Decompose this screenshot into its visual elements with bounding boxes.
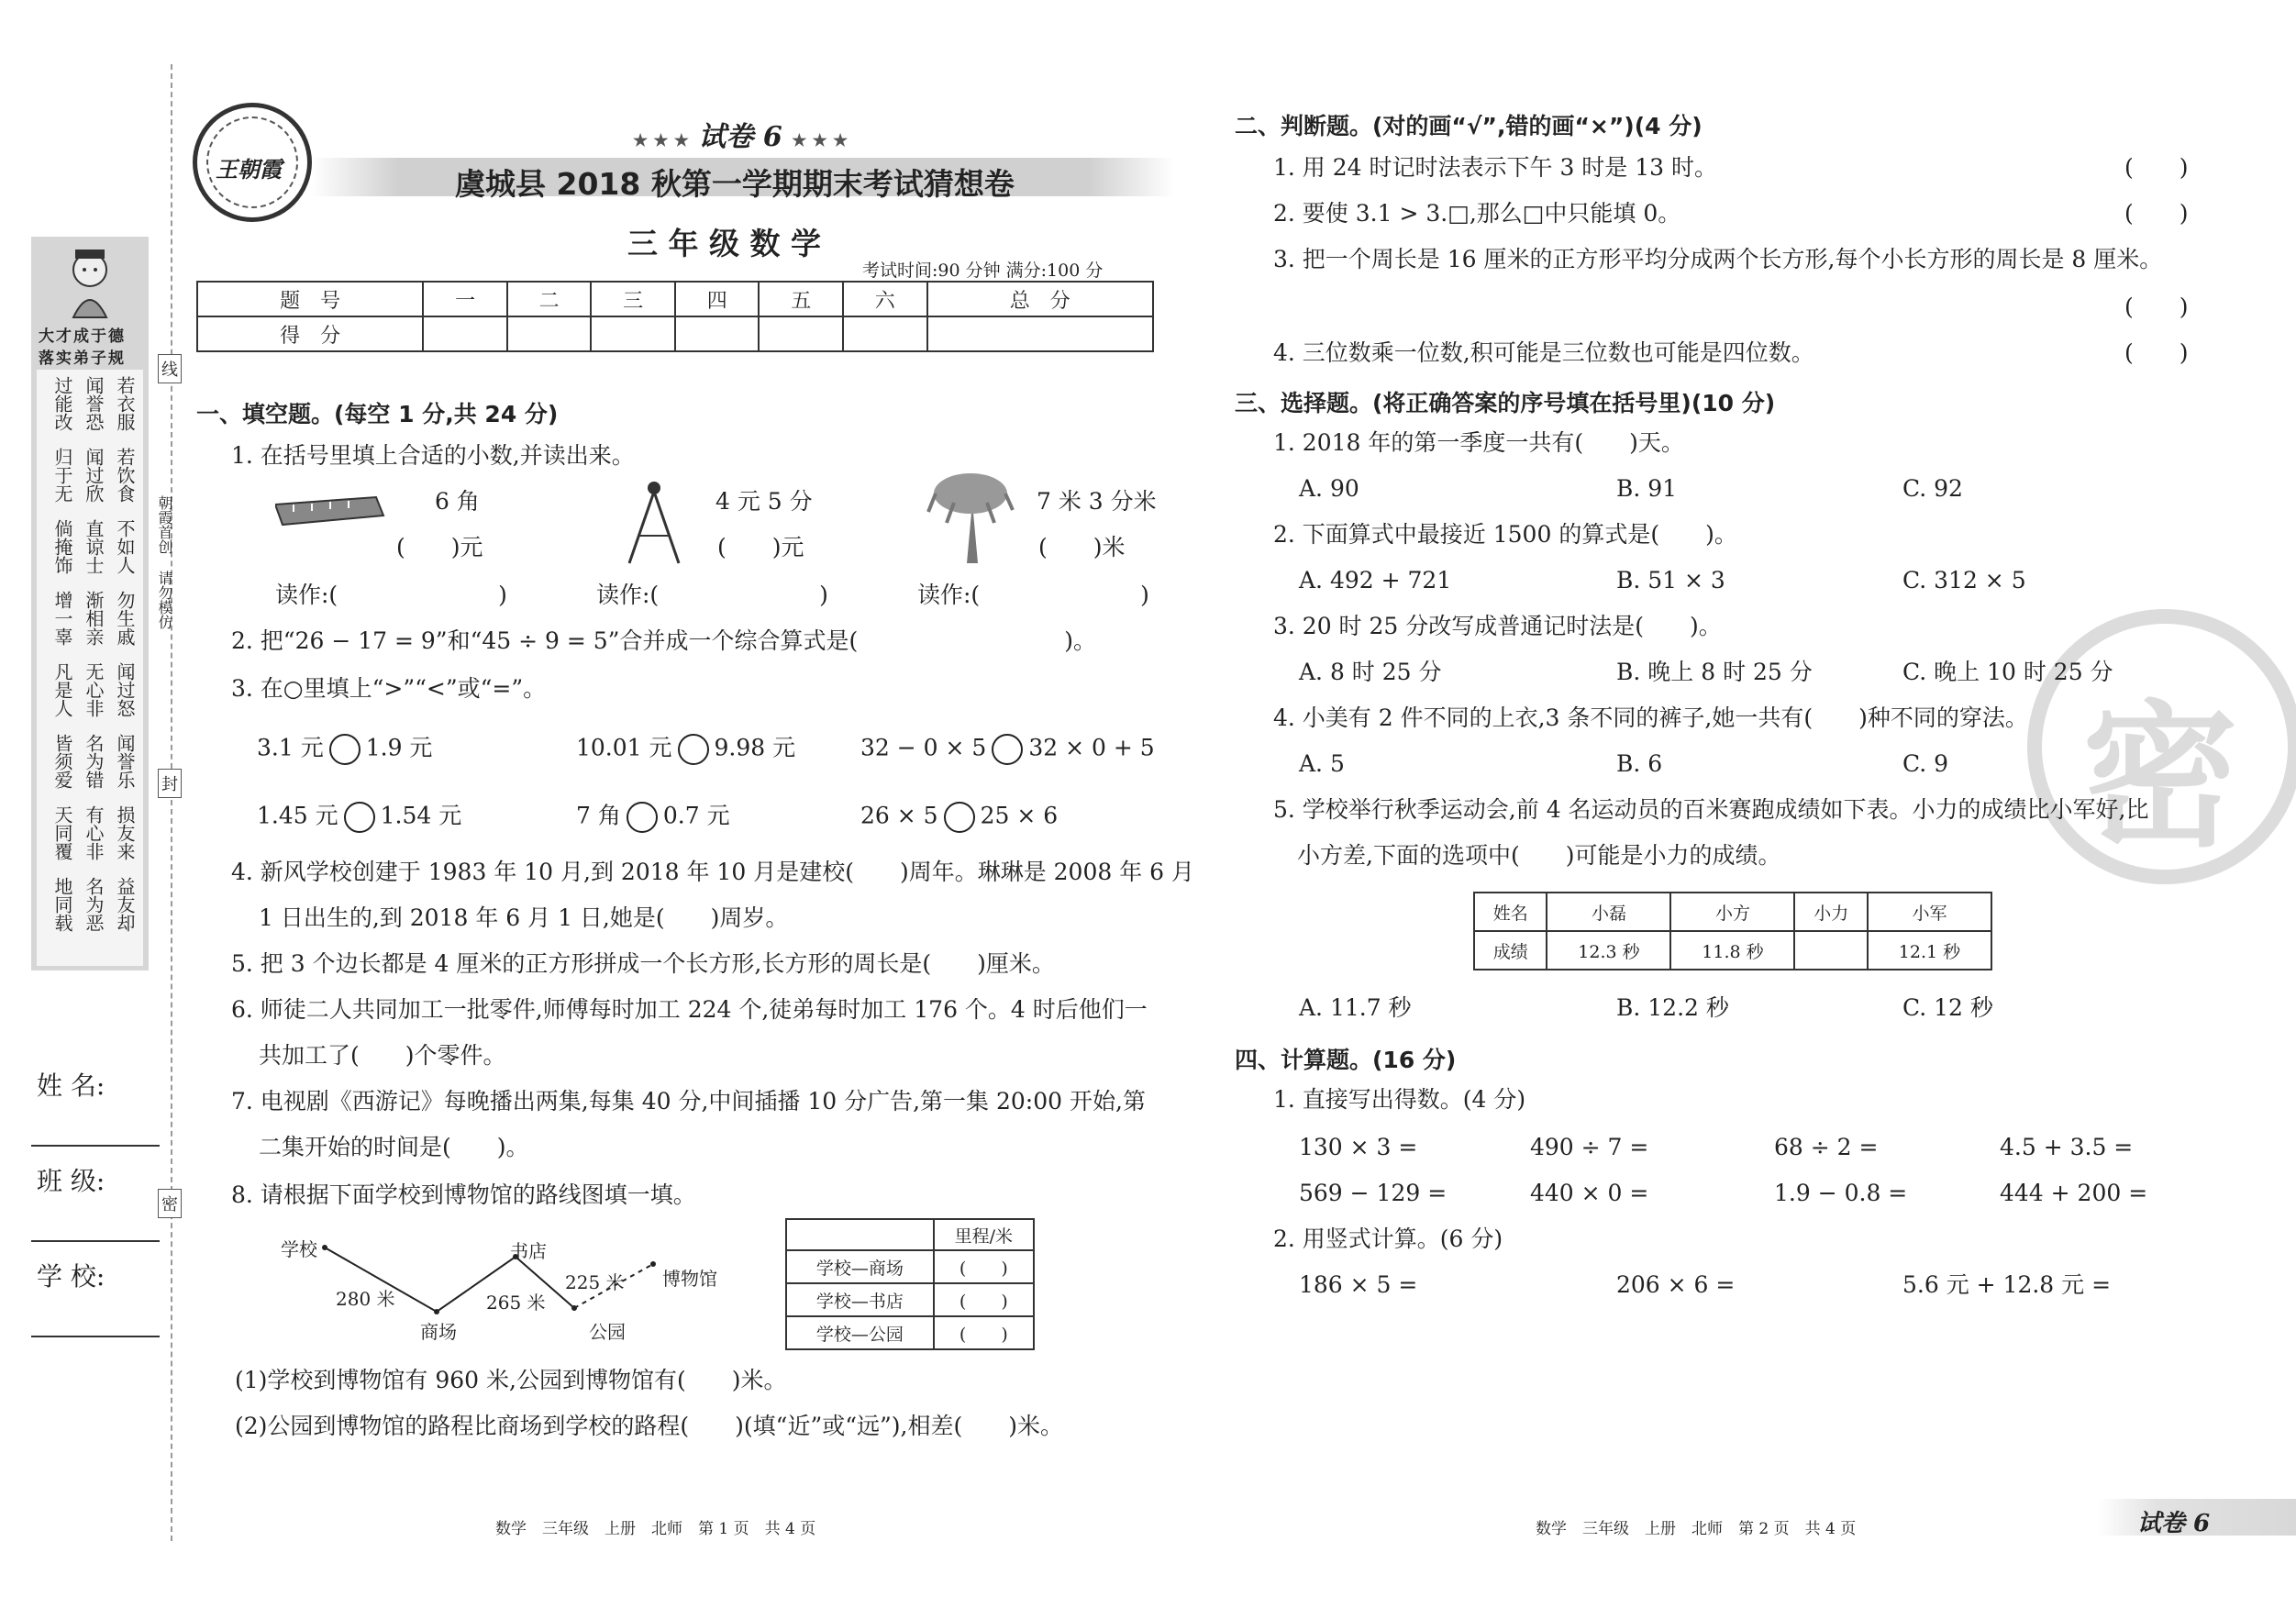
publisher-logo (193, 103, 312, 222)
q8-text: 8. 请根据下面学校到博物馆的路线图填一填。 (231, 1181, 696, 1208)
choice-q3-opt-b[interactable]: B. 晚上 8 时 25 分 (1616, 659, 1813, 685)
q8-sub-2: (2)公园到博物馆的路程比商场到学校的路程( )(填“近”或“远”),相差( )米。 (235, 1413, 1064, 1439)
q3-text: 3. 在○里填上“>”“<”或“=”。 (231, 675, 547, 702)
mall-dot (434, 1309, 439, 1314)
q3-compare-2: 10.01 元 9.98 元 (576, 734, 795, 765)
score-head-7: 总 分 (927, 282, 1153, 316)
race-cell: 11.8 秒 (1670, 931, 1794, 970)
ruler-image (275, 494, 385, 530)
score-row-label: 得 分 (197, 316, 423, 351)
sidebar-verse: 益友却 (114, 877, 136, 932)
q1-blank-1[interactable]: ( )元 (396, 534, 483, 560)
calc-item[interactable]: 4.5 + 3.5 = (2000, 1134, 2134, 1160)
compare-circle[interactable] (344, 802, 375, 833)
choice-q1-opt-b[interactable]: B. 91 (1616, 475, 1678, 502)
choice-q4-opt-b[interactable]: B. 6 (1616, 750, 1663, 777)
q2-text: 2. 把“26 − 17 = 9”和“45 ÷ 9 = 5”合并成一个综合算式是( )。 (231, 627, 1096, 654)
map-distance-1: 280 米 (336, 1288, 395, 1310)
choice-q5-opt-a[interactable]: A. 11.7 秒 (1299, 994, 1412, 1021)
compare-circle[interactable] (992, 734, 1023, 765)
race-cell: 成绩 (1474, 931, 1547, 970)
sidebar-verse: 有心非 (83, 805, 105, 860)
footer-tag: 试卷 6 (2137, 1510, 2211, 1537)
judge-item-4: 4. 三位数乘一位数,积可能是三位数也可能是四位数。 (1273, 339, 1814, 366)
exam-info: 考试时间:90 分钟 满分:100 分 (862, 261, 1104, 281)
sidebar-verse: 名为恶 (83, 877, 105, 932)
q1-amount-2: 4 元 5 分 (715, 488, 813, 515)
footer-right: 数学 三年级 上册 北师 第 2 页 共 4 页 (1536, 1520, 1857, 1538)
seal-char-2: 封 (158, 769, 182, 798)
race-head: 姓名 (1474, 893, 1547, 931)
route-row-blank[interactable]: ( ) (934, 1283, 1034, 1316)
map-museum: 博物馆 (662, 1268, 717, 1290)
binding-dashed-line (171, 64, 172, 1541)
q3-compare-4: 1.45 元 1.54 元 (257, 802, 461, 833)
name-label: 姓 名: (37, 1070, 105, 1101)
q3-compare-1: 3.1 元 1.9 元 (257, 734, 432, 765)
race-cell: 12.1 秒 (1868, 931, 1991, 970)
sidebar-verse: 直谅士 (83, 519, 105, 574)
q3-compare-5: 7 角 0.7 元 (576, 802, 730, 833)
section4-title: 四、计算题。(16 分) (1235, 1047, 1457, 1073)
series-label: ★ ★ ★ 试卷 6 ★ ★ ★ (633, 121, 849, 153)
q6-text-a: 6. 师徒二人共同加工一批零件,师傅每时加工 224 个,徒弟每时加工 176 个。4 时后他们一 (231, 996, 1148, 1023)
race-head: 小磊 (1547, 893, 1670, 931)
school-field[interactable] (31, 1334, 160, 1337)
q8-sub-1: (1)学校到博物馆有 960 米,公园到博物馆有( )米。 (235, 1367, 787, 1393)
choice-q2: 2. 下面算式中最接近 1500 的算式是( )。 (1273, 521, 1737, 548)
side-note-2: 请勿模仿 (156, 571, 173, 629)
sidebar-verse: 渐相亲 (83, 591, 105, 646)
choice-q1-opt-a[interactable]: A. 90 (1299, 475, 1359, 502)
q4-text-b: 1 日出生的,到 2018 年 6 月 1 日,她是( )周岁。 (259, 904, 789, 931)
map-distance-2: 265 米 (486, 1292, 546, 1314)
sidebar-verse: 归于无 (51, 448, 73, 503)
score-cell[interactable] (927, 316, 1153, 351)
route-row-blank[interactable]: ( ) (934, 1250, 1034, 1283)
q7-text-a: 7. 电视剧《西游记》每晚播出两集,每集 40 分,中间插播 10 分广告,第一集 20:00 开始,第 (231, 1088, 1146, 1115)
calc-item[interactable]: 490 ÷ 7 = (1530, 1134, 1649, 1160)
section2-title: 二、判断题。(对的画“√”,错的画“×”)(4 分) (1235, 113, 1703, 139)
race-table (1473, 892, 1992, 970)
section3-title: 三、选择题。(将正确答案的序号填在括号里)(10 分) (1235, 390, 1776, 416)
watermark-char: 密 (2082, 687, 2239, 869)
route-row-label: 学校—商场 (786, 1250, 934, 1283)
route-row-blank[interactable]: ( ) (934, 1316, 1034, 1349)
q1-read-2[interactable]: 读作:( ) (596, 582, 828, 608)
class-field[interactable] (31, 1238, 160, 1242)
compare-circle[interactable] (627, 802, 658, 833)
q3-compare-3: 32 − 0 × 5 32 × 0 + 5 (860, 734, 1155, 765)
route-table-header: 里程/米 (934, 1219, 1034, 1250)
choice-q2-opt-c[interactable]: C. 312 × 5 (1902, 567, 2026, 593)
footer-tag-box (2097, 1499, 2296, 1536)
judge-item-1: 1. 用 24 时记时法表示下午 3 时是 13 时。 (1273, 154, 1718, 181)
score-head-3: 三 (591, 282, 675, 316)
series-text: 试卷 6 (698, 121, 782, 153)
q6-text-b: 共加工了( )个零件。 (259, 1042, 506, 1069)
choice-q1-opt-c[interactable]: C. 92 (1902, 475, 1963, 502)
compare-circle[interactable] (944, 802, 975, 833)
choice-q3-opt-a[interactable]: A. 8 时 25 分 (1299, 659, 1442, 685)
class-label: 班 级: (37, 1166, 105, 1196)
sidebar-verse: 凡是人 (51, 662, 73, 717)
score-cell[interactable] (507, 316, 592, 351)
sidebar-verse: 无心非 (83, 662, 105, 717)
sidebar-verse: 闻过欣 (83, 448, 105, 503)
sidebar-verse: 闻誉恐 (83, 376, 105, 431)
q1-read-1[interactable]: 读作:( ) (275, 582, 507, 608)
q1-blank-3[interactable]: ( )米 (1038, 534, 1126, 560)
choice-q2-opt-b[interactable]: B. 51 × 3 (1616, 567, 1725, 593)
motto-line-1: 大才成于德 (39, 327, 126, 346)
choice-q3-opt-c[interactable]: C. 晚上 10 时 25 分 (1902, 659, 2113, 685)
sidebar-verse: 皆须爱 (51, 734, 73, 789)
score-head-0: 题 号 (197, 282, 423, 316)
exam-subtitle: 三 年 级 数 学 (627, 226, 821, 261)
sidebar-verse: 增一辜 (51, 591, 73, 646)
q1-text: 1. 在括号里填上合适的小数,并读出来。 (231, 442, 635, 469)
sidebar-verse: 损友来 (114, 805, 136, 860)
choice-q4-opt-a[interactable]: A. 5 (1299, 750, 1345, 777)
watermark-seal (2027, 609, 2296, 884)
race-head: 小力 (1794, 893, 1867, 931)
sidebar-verse: 闻过怒 (114, 662, 136, 717)
sidebar-verse: 闻誉乐 (114, 734, 136, 789)
choice-q4-opt-c[interactable]: C. 9 (1902, 750, 1949, 777)
score-head-1: 一 (423, 282, 507, 316)
exam-title: 虞城县 2018 秋第一学期期末考试猜想卷 (455, 166, 1015, 202)
map-distance-3: 225 米 (565, 1271, 625, 1293)
calc-item[interactable]: 444 + 200 = (2000, 1180, 2148, 1206)
sidebar-verse: 若衣服 (114, 376, 136, 431)
judge-paren-2[interactable]: ( ) (2124, 200, 2189, 227)
calc-item[interactable]: 1.9 − 0.8 = (1774, 1180, 1908, 1206)
judge-paren-1[interactable]: ( ) (2124, 154, 2189, 181)
compare-circle[interactable] (329, 734, 360, 765)
sidebar-verse: 若饮食 (114, 448, 136, 503)
choice-q5-a: 5. 学校举行秋季运动会,前 4 名运动员的百米赛跑成绩如下表。小力的成绩比小军好,比 (1273, 796, 2149, 823)
calc-part2-title: 2. 用竖式计算。(6 分) (1273, 1225, 1503, 1252)
calc-item[interactable]: 440 × 0 = (1530, 1180, 1649, 1206)
score-table (196, 281, 1154, 352)
choice-q1: 1. 2018 年的第一季度一共有( )天。 (1273, 429, 1684, 456)
score-head-6: 六 (843, 282, 927, 316)
race-cell (1794, 931, 1867, 970)
race-cell: 12.3 秒 (1547, 931, 1670, 970)
name-field[interactable] (31, 1143, 160, 1147)
vertical-calc-item[interactable]: 186 × 5 = (1299, 1271, 1418, 1298)
side-note-1: 朝霞首创 (156, 495, 173, 554)
choice-q5-opt-c[interactable]: C. 12 秒 (1902, 994, 1993, 1021)
calc-part1-title: 1. 直接写出得数。(4 分) (1273, 1086, 1526, 1113)
sidebar-verse: 倘掩饰 (51, 519, 73, 574)
vertical-calc-item[interactable]: 206 × 6 = (1616, 1271, 1736, 1298)
map-park: 公园 (589, 1321, 626, 1343)
compass-image (622, 479, 686, 567)
section1-title: 一、填空题。(每空 1 分,共 24 分) (196, 401, 559, 427)
choice-q5-b: 小方差,下面的选项中( )可能是小力的成绩。 (1297, 842, 1781, 869)
judge-paren-3[interactable]: ( ) (2124, 294, 2189, 320)
sidebar-verse: 地同载 (51, 877, 73, 932)
choice-q2-opt-a[interactable]: A. 492 + 721 (1299, 567, 1452, 593)
route-row-label: 学校—书店 (786, 1283, 934, 1316)
race-head: 小军 (1868, 893, 1991, 931)
choice-q3: 3. 20 时 25 分改写成普通记时法是( )。 (1273, 613, 1722, 639)
q7-text-b: 二集开始的时间是( )。 (259, 1134, 529, 1160)
school-label: 学 校: (37, 1261, 105, 1292)
seal-char-1: 线 (158, 354, 182, 383)
school-dot (322, 1245, 327, 1250)
map-mall: 商场 (420, 1321, 457, 1343)
map-school: 学校 (281, 1238, 317, 1260)
seal-char-3: 密 (158, 1189, 182, 1218)
calc-item[interactable]: 68 ÷ 2 = (1774, 1134, 1879, 1160)
q1-amount-3: 7 米 3 分米 (1037, 488, 1157, 515)
sidebar-verse: 不如人 (114, 519, 136, 574)
judge-item-2: 2. 要使 3.1 > 3.□,那么□中只能填 0。 (1273, 200, 1681, 227)
q1-read-3[interactable]: 读作:( ) (917, 582, 1149, 608)
score-cell[interactable] (675, 316, 760, 351)
museum-dot (650, 1261, 656, 1267)
motto-line-2: 落实弟子规 (39, 349, 126, 368)
logo-text: 王朝霞 (216, 156, 282, 183)
choice-q4: 4. 小美有 2 件不同的上衣,3 条不同的裤子,她一共有( )种不同的穿法。 (1273, 704, 2028, 731)
race-head: 小方 (1670, 893, 1794, 931)
choice-q5-opt-b[interactable]: B. 12.2 秒 (1616, 994, 1729, 1021)
score-head-4: 四 (675, 282, 760, 316)
sidebar-verse: 名为错 (83, 734, 105, 789)
sidebar-verse: 勿生戚 (114, 591, 136, 646)
score-cell[interactable] (759, 316, 843, 351)
calc-item[interactable]: 569 − 129 = (1299, 1180, 1447, 1206)
compare-circle[interactable] (678, 734, 709, 765)
score-cell[interactable] (423, 316, 507, 351)
score-head-5: 五 (759, 282, 843, 316)
judge-item-3: 3. 把一个周长是 16 厘米的正方形平均分成两个长方形,每个小长方形的周长是 8 厘米。 (1273, 246, 2163, 272)
park-dot (571, 1305, 577, 1311)
score-head-2: 二 (507, 282, 592, 316)
judge-paren-4[interactable]: ( ) (2124, 339, 2189, 366)
q4-text-a: 4. 新风学校创建于 1983 年 10 月,到 2018 年 10 月是建校( )周年。琳琳是 2008 年 6 月 (231, 859, 1195, 885)
palm-tree-image (926, 466, 1015, 565)
sidebar-verse: 天同覆 (51, 805, 73, 860)
sidebar-verse: 过能改 (51, 376, 73, 431)
score-cell[interactable] (843, 316, 927, 351)
score-cell[interactable] (591, 316, 675, 351)
q3-compare-6: 26 × 5 25 × 6 (860, 802, 1058, 833)
calc-item[interactable]: 130 × 3 = (1299, 1134, 1418, 1160)
q1-blank-2[interactable]: ( )元 (717, 534, 804, 560)
footer-left: 数学 三年级 上册 北师 第 1 页 共 4 页 (495, 1520, 816, 1538)
q1-amount-1: 6 角 (435, 488, 480, 515)
route-table (785, 1218, 1035, 1350)
vertical-calc-item[interactable]: 5.6 元 + 12.8 元 = (1902, 1271, 2112, 1298)
q5-text: 5. 把 3 个边长都是 4 厘米的正方形拼成一个长方形,长方形的周长是( )厘米。 (231, 950, 1055, 977)
map-bookstore: 书店 (510, 1240, 547, 1262)
cartoon-scholar-image (64, 246, 116, 319)
route-row-label: 学校—公园 (786, 1316, 934, 1349)
